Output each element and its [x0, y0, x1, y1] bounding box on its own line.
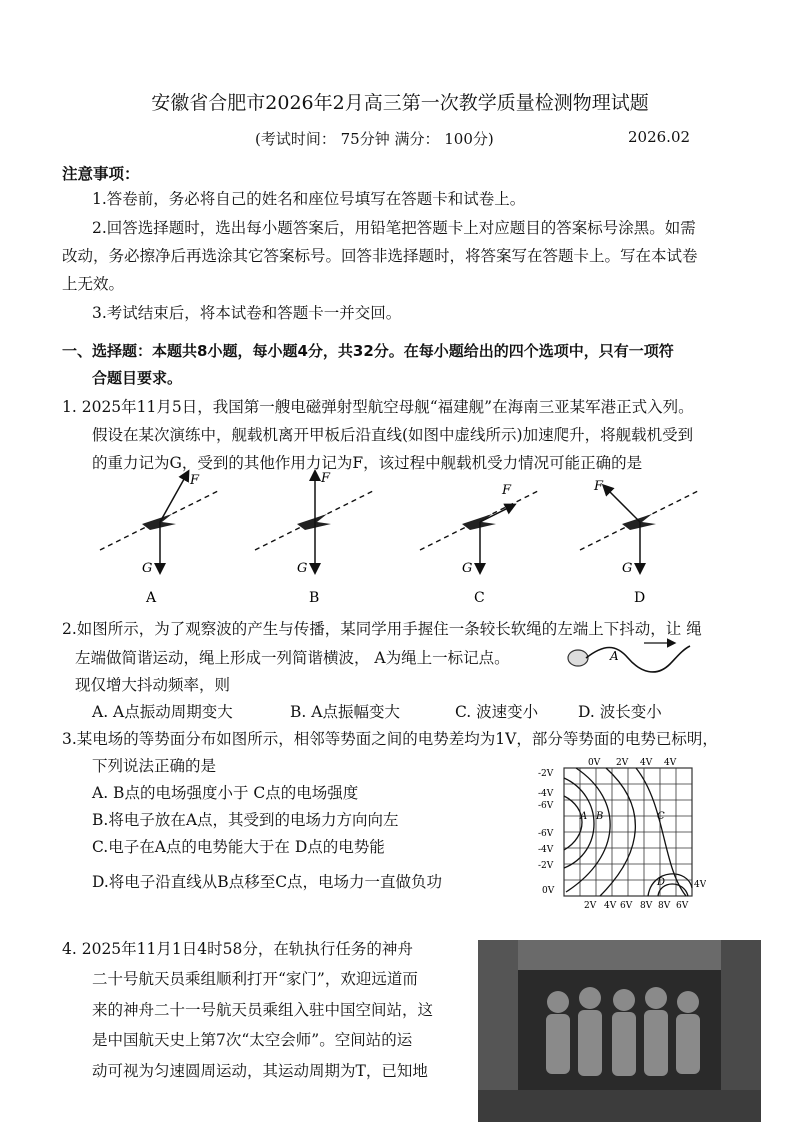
figure-a — [100, 472, 220, 606]
force-g-label: G — [462, 561, 473, 576]
figure-b — [255, 471, 375, 606]
notice-item: 2.回答选择题时，选出每小题答案后，用铅笔把答题卡上对应题目的答案标号涂黑。如需 — [92, 219, 696, 237]
contour-label: -2V — [538, 769, 554, 779]
section-heading-cont: 合题目要求。 — [92, 369, 183, 387]
force-f-label: F — [190, 473, 200, 488]
space-station-photo — [478, 940, 761, 1122]
figure-label: C — [474, 590, 485, 606]
page-title: 安徽省合肥市2026年2月高三第一次教学质量检测物理试题 — [151, 92, 649, 114]
figure-label: B — [309, 590, 320, 606]
question-3-line: 3.某电场的等势面分布如图所示，相邻等势面之间的电势差均为1V，部分等势面的电势已标明， — [62, 730, 718, 748]
contour-label: 4V — [604, 901, 617, 911]
contour-label: -2V — [538, 861, 554, 871]
q2-option-a: A. A点振动周期变大 — [92, 703, 233, 721]
question-4-line: 4. 2025年11月1日4时58分，在轨执行任务的神舟 — [62, 940, 413, 958]
equipotential-figure — [536, 756, 706, 916]
question-4-line: 动可视为匀速圆周运动，其运动周期为T，已知地 — [92, 1062, 428, 1080]
q2-option-b: B. A点振幅变大 — [290, 703, 400, 721]
force-f-label: F — [502, 483, 512, 498]
figure-c — [420, 483, 540, 606]
point-a-label: A — [580, 811, 588, 822]
force-f-label: F — [594, 479, 604, 494]
contour-label: 8V — [658, 901, 671, 911]
notice-item: 上无效。 — [62, 275, 125, 293]
contour-label: 0V — [542, 886, 555, 896]
section-heading: 一、选择题：本题共8小题，每小题4分，共32分。在每小题给出的四个选项中，只有一项符 — [62, 342, 674, 360]
question-2-line: 现仅增大抖动频率，则 — [75, 676, 231, 694]
wave-point-label: A — [610, 649, 619, 663]
notice-item: 改动，务必擦净后再选涂其它答案标号。回答非选择题时，将答案写在答题卡上。写在本试卷 — [62, 247, 698, 265]
exam-date: 2026.02 — [628, 128, 691, 146]
q3-option-b: B.将电子放在A点，其受到的电场力方向向左 — [92, 811, 399, 829]
notice-item: 3.考试结束后，将本试卷和答题卡一并交回。 — [92, 304, 402, 322]
contour-label: 2V — [616, 758, 629, 768]
question-2-line: 左端做简谐运动，绳上形成一列简谐横波， A为绳上一标记点。 — [75, 649, 510, 667]
question-1-figures — [90, 462, 710, 612]
force-f-label: F — [321, 471, 331, 486]
question-4-line: 来的神舟二十一号航天员乘组入驻中国空间站，这 — [92, 1001, 434, 1019]
question-1-line: 假设在某次演练中，舰载机离开甲板后沿直线(如图中虚线所示)加速爬升，将舰载机受到 — [92, 426, 694, 444]
contour-label: -4V — [538, 845, 554, 855]
contour-label: 2V — [584, 901, 597, 911]
point-c-label: C — [657, 811, 665, 822]
contour-label: 6V — [620, 901, 633, 911]
figure-label: A — [146, 590, 157, 606]
notice-heading: 注意事项： — [62, 165, 140, 183]
contour-label: 6V — [676, 901, 689, 911]
exam-info: (考试时间： 75分钟 满分： 100分) — [255, 130, 494, 148]
contour-label: 4V — [664, 758, 677, 768]
contour-label: 8V — [640, 901, 653, 911]
point-d-label: D — [657, 877, 666, 888]
contour-label: 4V — [640, 758, 653, 768]
notice-item: 1.答卷前，务必将自己的姓名和座位号填写在答题卡和试卷上。 — [92, 190, 526, 208]
question-2-line: 2.如图所示，为了观察波的产生与传播，某同学用手握住一条较长软绳的左端上下抖动，让 绳 — [62, 620, 702, 638]
q3-option-a: A. B点的电场强度小于 C点的电场强度 — [92, 784, 359, 802]
contour-label: 0V — [588, 758, 601, 768]
question-4-line: 二十号航天员乘组顺利打开“家门”，欢迎远道而 — [92, 970, 418, 988]
contour-label: -4V — [538, 789, 554, 799]
question-1-line: 1. 2025年11月5日，我国第一艘电磁弹射型航空母舰“福建舰”在海南三亚某军港正式入列。 — [62, 398, 694, 416]
astronauts-image — [478, 940, 761, 1122]
q3-option-c: C.电子在A点的电势能大于在 D点的电势能 — [92, 838, 385, 856]
contour-label: 4V — [694, 880, 706, 890]
force-g-label: G — [297, 561, 308, 576]
contour-label: -6V — [538, 829, 554, 839]
question-1-line: 的重力记为G，受到的其他作用力记为F，该过程中舰载机受力情况可能正确的是 — [92, 454, 643, 472]
question-3-line: 下列说法正确的是 — [92, 757, 217, 775]
figure-d — [580, 479, 700, 606]
rope-wave-figure — [564, 636, 704, 686]
contour-label: -6V — [538, 801, 554, 811]
figure-label: D — [634, 590, 646, 606]
hand-icon — [568, 650, 588, 666]
point-b-label: B — [596, 811, 604, 822]
q2-option-c: C. 波速变小 — [455, 703, 539, 721]
force-g-label: G — [142, 561, 153, 576]
q2-option-d: D. 波长变小 — [578, 703, 662, 721]
q3-option-d: D.将电子沿直线从B点移至C点，电场力一直做负功 — [92, 873, 443, 891]
force-g-label: G — [622, 561, 633, 576]
question-4-line: 是中国航天史上第7次“太空会师”。空间站的运 — [92, 1031, 413, 1049]
